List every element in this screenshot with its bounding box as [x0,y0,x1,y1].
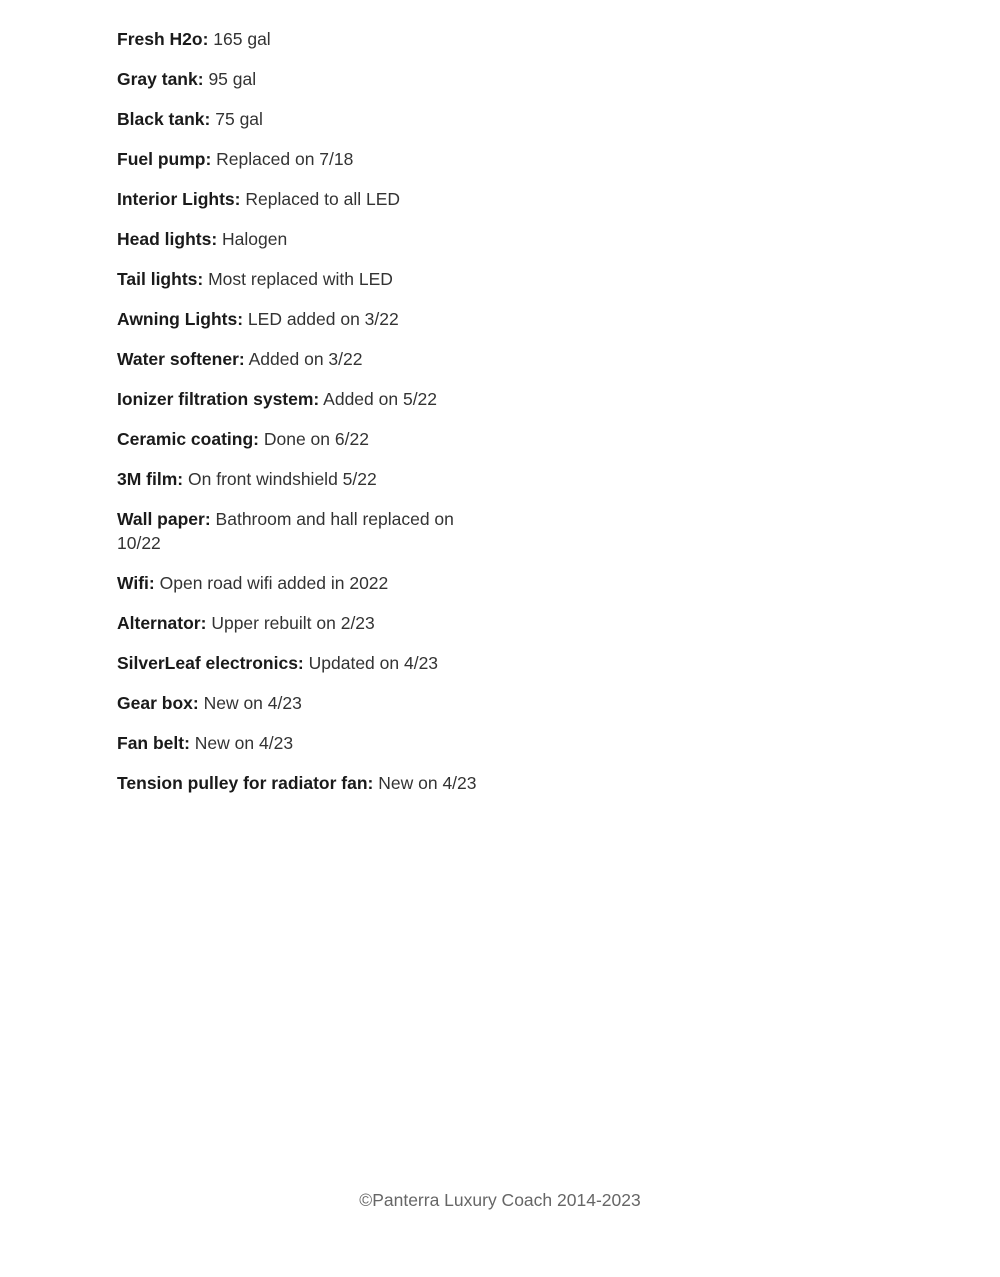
spec-item-head-lights [117,227,477,251]
spec-item-wifi [117,571,477,595]
spec-item-water-softener [117,347,477,371]
spec-item-fresh-water [117,27,477,51]
spec-label: Tail lights: [117,269,204,289]
spec-value: New on 4/23 [194,733,294,753]
spec-item-fan-belt [117,731,477,755]
spec-label: Water softener: [117,349,245,369]
spec-value: Updated on 4/23 [308,653,439,673]
spec-value: New on 4/23 [203,693,302,713]
spec-value: 165 gal [213,29,271,49]
spec-label: Tension pulley for radiator fan: [117,773,374,793]
spec-value: Halogen [222,229,288,249]
spec-value: 75 gal [215,109,263,129]
spec-value: Done on 6/22 [263,429,369,449]
spec-label: Black tank: [117,109,211,129]
spec-item-3m-film [117,467,477,491]
spec-label: Interior Lights: [117,189,241,209]
spec-value: Replaced to all LED [245,189,401,209]
spec-label: Fresh H2o: [117,29,209,49]
spec-item-black-tank [117,107,477,131]
spec-label: Gear box: [117,693,199,713]
spec-item-silverleaf-electronics [117,651,477,675]
spec-item-awning-lights [117,307,477,331]
spec-item-gray-tank [117,67,477,91]
spec-value: Replaced on 7/18 [216,149,354,169]
spec-label: Wifi: [117,573,155,593]
spec-label: Alternator: [117,613,207,633]
spec-value: Open road wifi added in 2022 [159,573,389,593]
spec-value: New on 4/23 [378,773,477,793]
spec-value: Added on 3/22 [248,349,363,369]
spec-item-tail-lights [117,267,477,291]
spec-label: Awning Lights: [117,309,244,329]
spec-value: Added on 5/22 [323,389,438,409]
spec-value: 95 gal [208,69,257,89]
spec-label: Fan belt: [117,733,190,753]
spec-label: Ceramic coating: [117,429,259,449]
spec-item-alternator [117,611,477,635]
spec-item-interior-lights [117,187,477,211]
spec-item-ceramic-coating [117,427,477,451]
spec-item-fuel-pump [117,147,477,171]
spec-value: Bathroom and hall replaced on 10/22 [117,509,454,553]
spec-label: SilverLeaf electronics: [117,653,304,673]
spec-label: 3M film: [117,469,184,489]
spec-label: Gray tank: [117,69,204,89]
spec-value: Most replaced with LED [208,269,393,289]
spec-item-wall-paper [117,507,477,555]
spec-item-tension-pulley [117,771,477,795]
spec-item-gear-box [117,691,477,715]
spec-list [117,27,477,811]
spec-value: Upper rebuilt on 2/23 [211,613,375,633]
spec-label: Ionizer filtration system: [117,389,320,409]
spec-value: LED added on 3/22 [247,309,399,329]
footer-copyright: ©Panterra Luxury Coach 2014-2023 [359,1190,641,1210]
spec-item-ionizer-filtration [117,387,477,411]
spec-value: On front windshield 5/22 [188,469,377,489]
spec-label: Head lights: [117,229,218,249]
spec-label: Wall paper: [117,509,211,529]
spec-label: Fuel pump: [117,149,212,169]
